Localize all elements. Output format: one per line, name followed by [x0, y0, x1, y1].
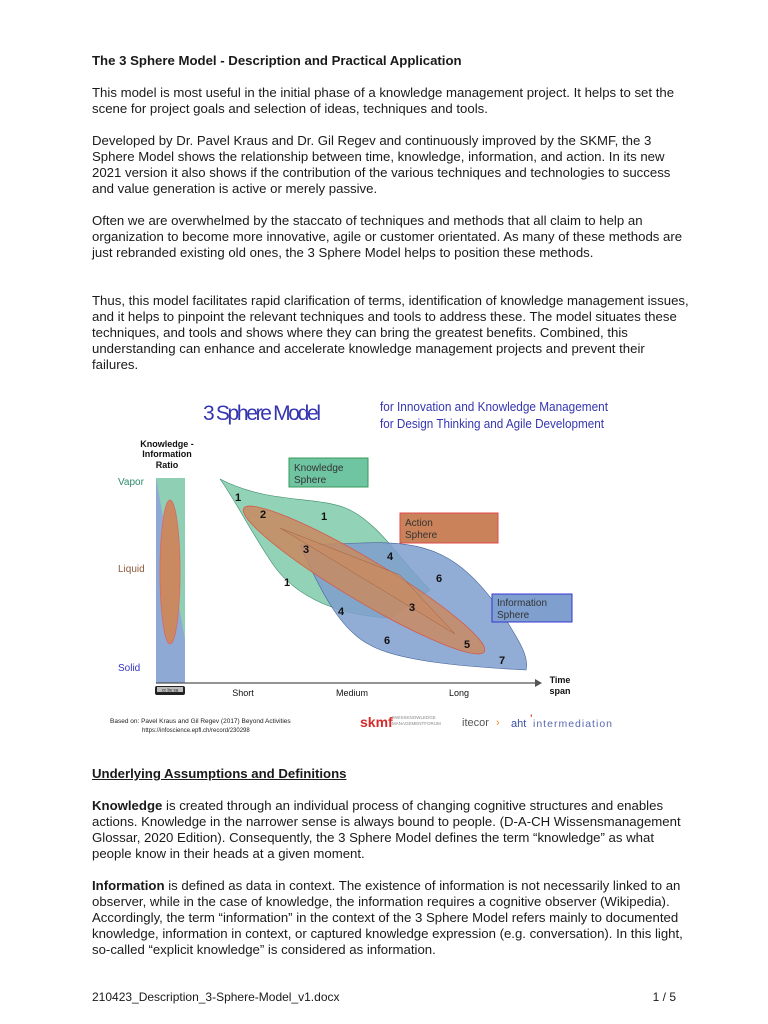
svg-text:Information: Information: [497, 598, 548, 609]
document-title: The 3 Sphere Model - Description and Practical Application: [92, 53, 462, 68]
definition-text: is defined as data in context. The existence of information is not necessarily linked to an observer, while in the case of knowledge, the information requires a cognitive observer (Wikipedia). Accordingly, the term “information” in the context of the 3 Sphere Model refers mainly to documented knowledge, information in context, or captured knowledge expression (e.g. conversation). In this light, so-called “explicit knowledge” is considered as information.: [92, 878, 683, 957]
section-heading: Underlying Assumptions and Definitions: [92, 766, 347, 781]
x-tick: Medium: [335, 688, 369, 698]
state-solid: Solid: [118, 663, 141, 674]
state-vapor: Vapor: [118, 477, 144, 488]
itecor-logo: [462, 717, 500, 729]
skmf-logo: [360, 714, 441, 730]
term: Information: [92, 878, 165, 893]
svg-text:skmf: skmf: [360, 714, 393, 730]
zone-number: 3: [408, 602, 416, 614]
svg-text:aht: aht: [511, 718, 527, 730]
definition-knowledge: [92, 798, 692, 862]
svg-text:Sphere: Sphere: [497, 610, 530, 621]
aht-intermediation-logo: [511, 713, 612, 730]
definition-information: [92, 878, 692, 958]
footer-filename: 210423_Description_3-Sphere-Model_v1.docx: [92, 990, 340, 1004]
credit: https://infoscience.epfl.ch/record/230298: [142, 728, 250, 734]
svg-text:Sphere: Sphere: [294, 475, 327, 486]
x-tick: Long: [448, 688, 470, 698]
zone-number: 5: [463, 639, 471, 651]
svg-text:’: ’: [530, 713, 533, 723]
svg-text:cc by sa: cc by sa: [161, 687, 179, 693]
paragraph: This model is most useful in the initial phase of a knowledge management project. It helps to set the scene for project goals and selection of ideas, techniques and tools.: [92, 85, 675, 116]
svg-text:MANAGEMENTFORUM: MANAGEMENTFORUM: [392, 721, 441, 726]
svg-text:itecor: itecor: [462, 717, 489, 729]
x-axis-label: span: [549, 686, 571, 696]
zone-number: 6: [435, 573, 443, 585]
ratio-label: Knowledge -: [140, 439, 194, 449]
diagram-title: 3 Sphere Model: [203, 402, 321, 425]
svg-text:Knowledge: Knowledge: [294, 463, 344, 474]
svg-text:Sphere: Sphere: [405, 530, 438, 541]
zone-number: 1: [283, 577, 291, 589]
ratio-label: Ratio: [155, 460, 179, 470]
paragraph: Developed by Dr. Pavel Kraus and Dr. Gil Regev and continuously improved by the SKMF, the 3 Sphere Model shows the relationship between time, knowledge, information, and action. In its new 2021 version it also shows if the contribution of the various techniques and technologies to success and value generation is active or merely passive.: [92, 133, 671, 196]
zone-number: 4: [337, 606, 345, 618]
state-liquid: Liquid: [118, 564, 145, 575]
action-sphere-label: [400, 513, 498, 543]
credit: Based on: Pavel Kraus and Gil Regev (2017) Beyond Activities: [110, 718, 291, 725]
zone-number: 7: [498, 655, 506, 667]
ratio-label: Information: [142, 449, 192, 459]
zone-number: 1: [234, 492, 242, 504]
cc-license-badge: [155, 686, 185, 695]
x-tick: Short: [232, 688, 254, 698]
information-sphere-label: [492, 594, 572, 622]
diagram-subtitle: for Design Thinking and Agile Development: [380, 416, 605, 431]
ratio-bar: [156, 478, 185, 683]
x-axis-label: Time: [549, 675, 571, 685]
svg-text:›: ›: [496, 717, 500, 729]
svg-text:Action: Action: [405, 518, 433, 529]
svg-text:intermediation: intermediation: [533, 718, 612, 730]
time-axis: [156, 679, 542, 687]
paragraph: Often we are overwhelmed by the staccato of techniques and methods that all claim to help an organization to become more innovative, agile or customer orientated. As many of these methods are just rebranded existing old ones, the 3 Sphere Model helps to position these methods.: [92, 213, 683, 260]
term: Knowledge: [92, 798, 163, 813]
paragraph: Thus, this model facilitates rapid clarification of terms, identification of knowledge management issues, and it helps to pinpoint the relevant techniques and tools to address these. The model situates these techniques, and tools and shows where they can bring the greatest benefits. Combined, this understanding can enhance and accelerate knowledge management projects and prevent their failures.: [92, 293, 689, 372]
diagram-subtitle: for Innovation and Knowledge Management: [380, 399, 609, 414]
zone-number: 6: [383, 635, 391, 647]
zone-number: 3: [302, 544, 310, 556]
svg-text:SWISSKNOWLEDGE: SWISSKNOWLEDGE: [392, 715, 436, 720]
zone-number: 2: [259, 509, 267, 521]
page-number: 1 / 5: [652, 990, 676, 1004]
zone-number: 1: [320, 511, 328, 523]
knowledge-sphere-label: [289, 458, 368, 487]
definition-text: is created through an individual process of changing cognitive structures and enables actions. Knowledge in the narrower sense is always bound to people. (D-A-CH Wissensmanagement Glossar, 2020 Edition). Consequently, the 3 Sphere Model defines the term “knowledge” as what people know in their heads at a given moment.: [92, 798, 681, 861]
zone-number: 4: [386, 551, 394, 563]
